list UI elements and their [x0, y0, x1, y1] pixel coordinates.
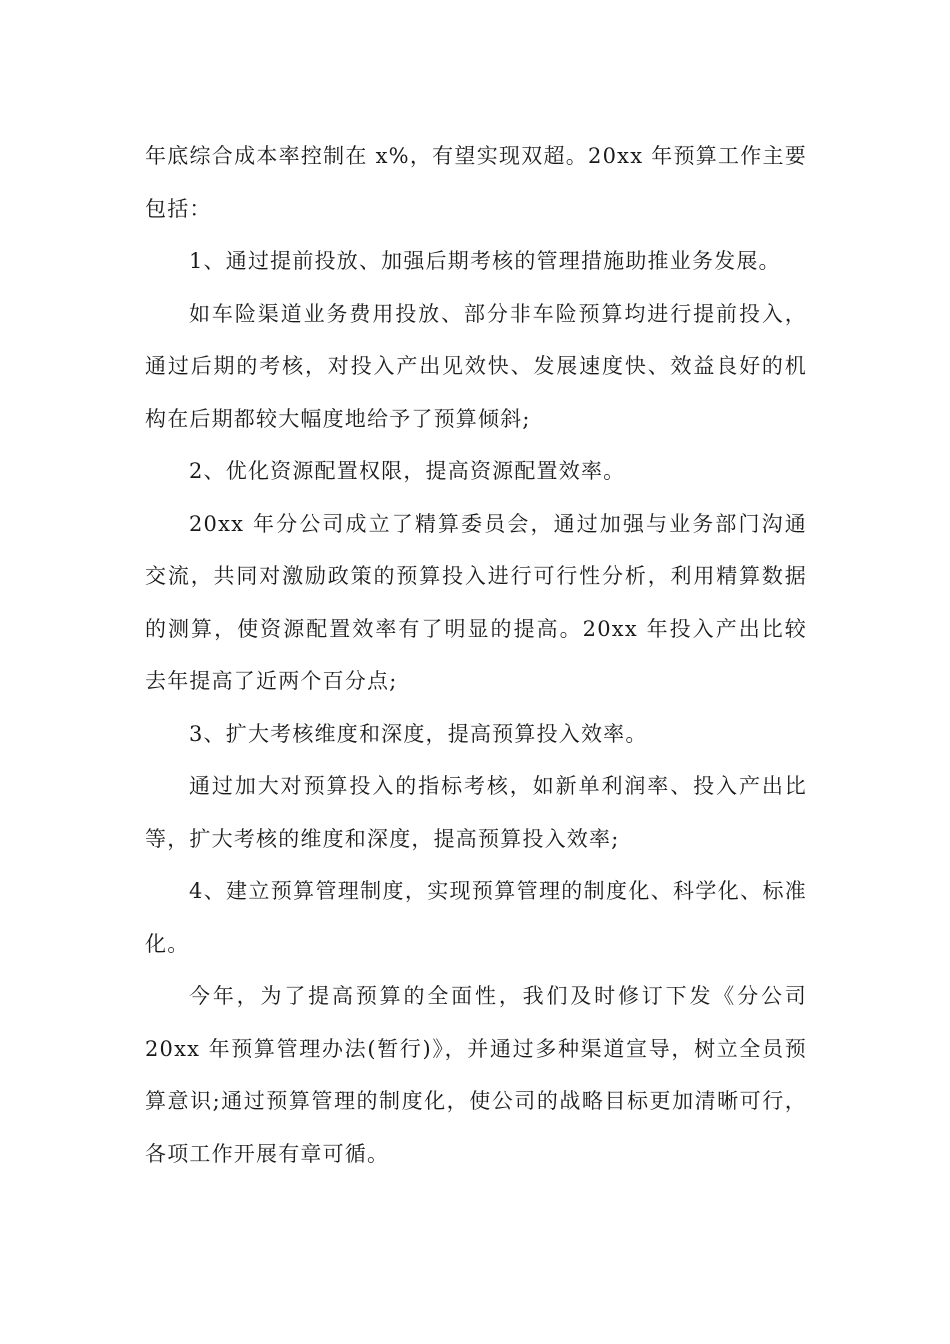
paragraph-body-2: 20xx 年分公司成立了精算委员会，通过加强与业务部门沟通交流，共同对激励政策的预算投入进行可行性分析，利用精算数据的测算，使资源配置效率有了明显的提高。20xx 年投入产出比较去年提高了近两个百分点; — [145, 511, 807, 693]
paragraph-intro: 年底综合成本率控制在 x%，有望实现双超。20xx 年预算工作主要包括： — [145, 144, 807, 221]
paragraph-heading-3: 3、扩大考核维度和深度，提高预算投入效率。 — [189, 721, 648, 746]
paragraph-heading-1: 1、通过提前投放、加强后期考核的管理措施助推业务发展。 — [189, 249, 781, 273]
paragraph-heading-4: 4、建立预算管理制度，实现预算管理的制度化、科学化、标准化。 — [145, 879, 807, 956]
paragraph-body-4: 今年，为了提高预算的全面性，我们及时修订下发《分公司20xx 年预算管理办法(暂行)》，并通过多种渠道宣导，树立全员预算意识;通过预算管理的制度化，使公司的战略目标更加清晰可行，各项工作开展有章可循。 — [145, 984, 807, 1166]
paragraph-body-3: 通过加大对预算投入的指标考核，如新单利润率、投入产出比等，扩大考核的维度和深度，提高预算投入效率; — [145, 774, 807, 851]
paragraph-body-1: 如车险渠道业务费用投放、部分非车险预算均进行提前投入，通过后期的考核，对投入产出见效快、发展速度快、效益良好的机构在后期都较大幅度地给予了预算倾斜; — [145, 301, 807, 431]
document-body — [145, 130, 807, 1180]
paragraph-heading-2: 2、优化资源配置权限，提高资源配置效率。 — [189, 459, 626, 483]
